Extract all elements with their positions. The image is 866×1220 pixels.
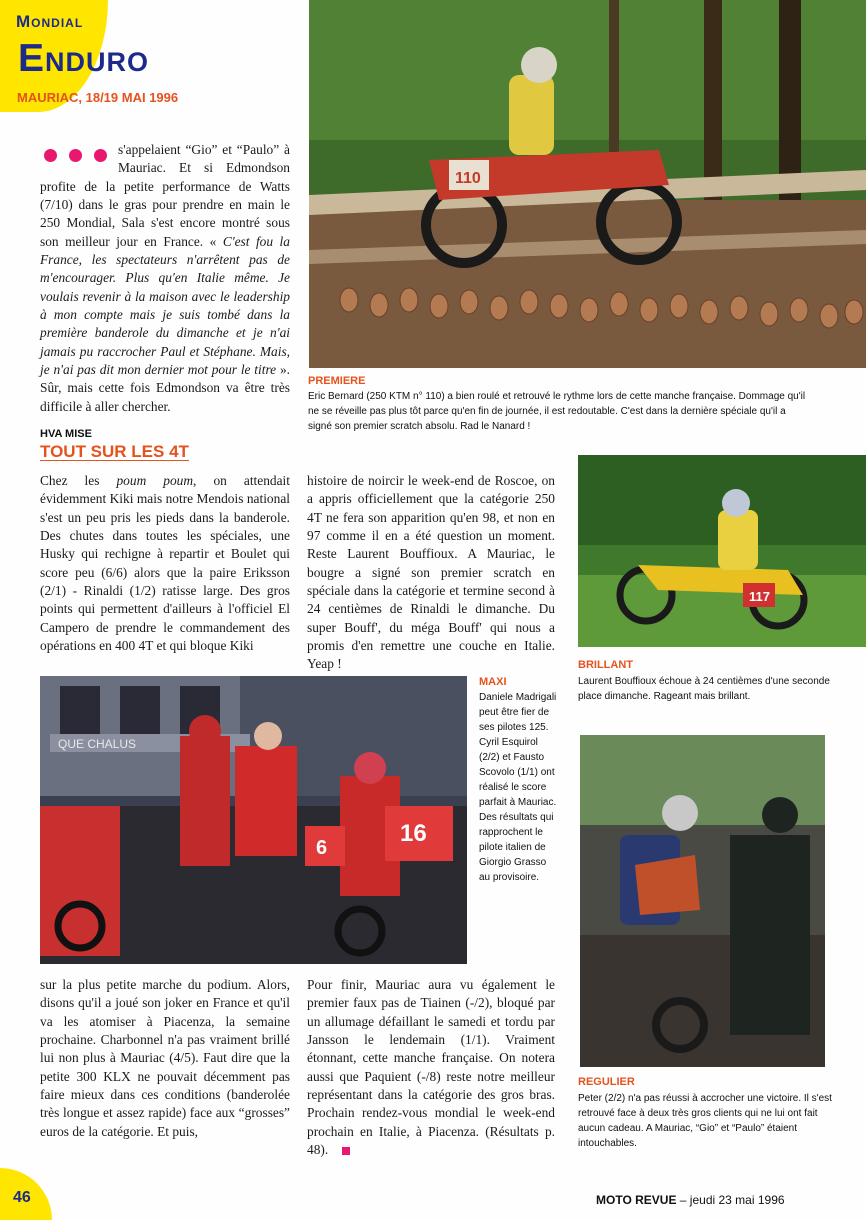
maxi-bike-number: 16 <box>400 820 427 847</box>
maxi-bike-number-2: 6 <box>316 837 328 859</box>
caption-maxi-text: Daniele Madrigali peut être fier de ses pilotes 125. Cyril Esquirol (2/2) et Fausto Scovolo (1/1) ont réalisé le score parfait à Mauriac. Des résultats qui rapprochent le pilote italien de Giorgio Grasso au provisoire. <box>479 692 557 883</box>
photo-maxi <box>40 676 467 964</box>
photo-maxi-drawing <box>40 676 467 964</box>
caption-premiere-text: Eric Bernard (250 KTM n° 110) a bien roulé et retrouvé le rythme lors de cette manche française. Dommage qu'il ne se réveille pas plus tôt parce qu'en fin de journée, il est redoutable. C'est dans la dernière spéciale qu'il a signé son premier scratch absolu. Rad le Nanard ! <box>308 391 806 432</box>
maxi-shop-sign: QUE CHALUS <box>58 737 137 751</box>
photo-brillant-drawing <box>578 455 866 647</box>
dateline: MAURIAC, 18/19 MAI 1996 <box>17 90 179 105</box>
intro-column <box>40 141 290 416</box>
sala-quote: C'est fou la France, les spectateurs n'arrêtent pas de m'encourager. Plus qu'en Italie même. Je voulais revenir à la maison avec le leadership à mon compte mais je suis tombé dans la première banderole du dimanche et je n'ai jamais pu raccrocher Paul et Stéphane. Mais, je n'ai pas dit mon dernier mot pour le titre <box>40 233 290 378</box>
section-kicker: Mondial <box>16 12 84 31</box>
photo-premiere-drawing <box>309 0 866 368</box>
magazine-name: MOTO REVUE <box>596 1193 677 1207</box>
page-title: Enduro <box>18 37 150 80</box>
photo-regulier <box>580 735 825 1067</box>
caption-maxi-label: MAXI <box>479 676 507 688</box>
intro-paragraph: s'appelaient “Gio” et “Paulo” à Mauriac. Et si Edmondson profite de la petite performance de Watts (7/10) dans le gras pour prendre en main le 250 Mondial, Sala s'est encore montré sous son meilleur jour en France. « C'est fou la France, les spectateurs n'arrêtent pas de m'encourager. Plus qu'en Italie même. Je voulais revenir à la maison avec le leadership à mon compte mais je suis tombé dans la première banderole du dimanche et je n'ai jamais pu raccrocher Paul et Stéphane. Mais, je n'ai pas dit mon dernier mot pour le titre ». Sûr, mais cette fois Edmondson va être très difficile à aller chercher. <box>40 142 291 414</box>
bullet-dots-icon <box>40 141 118 167</box>
brillant-bike-number: 117 <box>749 589 770 604</box>
body-column-4: Pour finir, Mauriac aura vu également le premier faux pas de Tiainen (-/2), bloqué par un allumage défaillant le samedi et tordu par Jansson le lendemain (1/1). Vraiment étonnant, cette manche française. On notera aussi que Paquient (-/8) reste notre meilleur représentant dans la catégorie des gros bras. Prochain rendez-vous mondial le week-end prochain en Italie, à Piacenza. (Résultats p. 48). <box>307 977 555 1158</box>
photo-brillant <box>578 455 866 647</box>
subsection-kicker: HVA MISE <box>40 428 92 440</box>
caption-brillant-label: BRILLANT <box>578 659 633 671</box>
body-column-1: Chez les poum poum, on attendait évidemment Kiki mais notre Mendois national s'est un peu pris les pieds dans la banderole. Des chutes dans toutes les spéciales, une Husky qui rechigne à repartir et Boulet qui score peu (6/6) alors que la paire Eriksson (2/1) - Rinaldi (1/2) ratisse large. Des gros points qui permettent d'ailleurs à l'officiel El Campero de prendre le commandement des opérations en 400 4T et qui bloque Kiki <box>40 473 290 654</box>
photo-premiere <box>309 0 866 368</box>
caption-premiere-label: PREMIERE <box>308 375 366 387</box>
caption-brillant-text: Laurent Bouffioux échoue à 24 centièmes d'une seconde place dimanche. Rageant mais brillant. <box>578 676 830 702</box>
page-number: 46 <box>13 1189 31 1206</box>
photo-regulier-drawing <box>580 735 825 1067</box>
issue-date: – jeudi 23 mai 1996 <box>676 1193 785 1207</box>
caption-regulier-label: REGULIER <box>578 1076 635 1088</box>
subsection-title: TOUT SUR LES 4T <box>40 442 189 461</box>
footer-credit <box>596 1193 785 1207</box>
body-column-2: histoire de noircir le week-end de Roscoe, on a appris officiellement que la catégorie 250 4T ne fera son apparition qu'en 98, et non en 97 comme il en a été question un moment. Reste Laurent Bouffioux. A Mauriac, le bougre a signé son premier scratch en spéciale dans la catégorie et termine second à 24 centièmes de Rinaldi le dimanche. Du super Bouff', du méga Bouff' qui nous a promis d'en remettre une couche en Italie. Yeap ! <box>307 473 555 672</box>
photo-bike-number: 110 <box>455 170 481 187</box>
body-column-3: sur la plus petite marche du podium. Alors, disons qu'il a joué son joker en France et qu'il va les atomiser à Piacenza, la semaine prochaine. Charbonnel n'a pas vraiment brillé lui non plus à Mauriac (4/5). Faut dire que la petite 300 KLX ne pouvait décemment pas faire mieux dans ces conditions (banderolée très longue et assez rapide) face aux “grosses” euros de la catégorie. Et puis, <box>40 977 290 1139</box>
caption-regulier-text: Peter (2/2) n'a pas réussi à accrocher une victoire. Il s'est retrouvé face à deux très gros clients qui ne lui ont fait aucun cadeau. A Mauriac, “Gio” et “Paulo” étaient intouchables. <box>578 1093 832 1149</box>
end-mark-icon <box>342 1147 350 1155</box>
